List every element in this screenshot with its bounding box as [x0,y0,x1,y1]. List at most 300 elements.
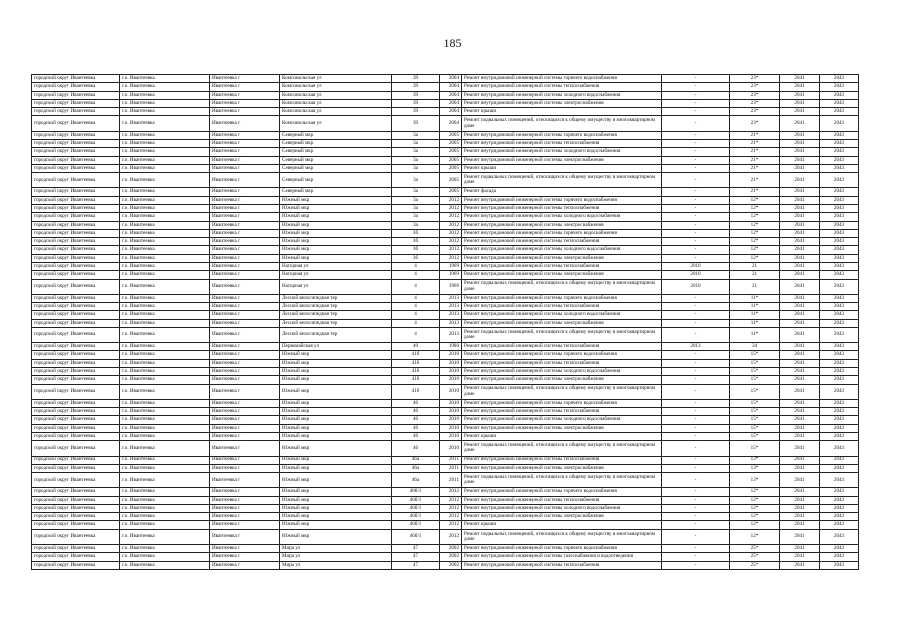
cell-house-number: 39 [392,108,440,116]
cell-locality: Ивантеевка г [210,351,280,359]
cell-work-type: Ремонт внутридомовой инженерной системы теплоснабжения [462,456,662,464]
cell-period-end: 2043 [820,116,859,131]
cell-year-built: 2013 [440,319,462,327]
cell-work-type: Ремонт подвальных помещений, относящихся к общему имуществу в многоквартирном доме [462,279,662,294]
cell-period-start: 2041 [780,303,820,311]
cell-wear-percent: 21* [730,131,780,139]
cell-settlement: г.о. Ивантеевка [120,148,210,156]
cell-year-built: 2010 [440,384,462,399]
cell-settlement: г.о. Ивантеевка [120,553,210,561]
cell-period-end: 2043 [820,544,859,552]
cell-locality: Ивантеевка г [210,173,280,188]
cell-house-number: 46а [392,473,440,488]
cell-last-repair-year: 2010 [662,271,730,279]
cell-period-end: 2043 [820,464,859,472]
cell-settlement: г.о. Ивантеевка [120,473,210,488]
cell-period-start: 2041 [780,399,820,407]
table-row [32,83,859,91]
cell-last-repair-year: - [662,148,730,156]
cell-work-type: Ремонт внутридомовой инженерной системы холодного водоснабжения [462,148,662,156]
cell-period-end: 2043 [820,359,859,367]
cell-year-built: 2012 [440,504,462,512]
cell-wear-percent: 21* [730,188,780,196]
cell-period-end: 2043 [820,416,859,424]
table-row [32,544,859,552]
cell-period-end: 2043 [820,303,859,311]
cell-wear-percent: 12* [730,488,780,496]
cell-wear-percent: 12* [730,254,780,262]
cell-locality: Ивантеевка г [210,376,280,384]
cell-period-start: 2041 [780,408,820,416]
cell-street: Комсомольская ул [280,99,392,107]
cell-last-repair-year: - [662,496,730,504]
cell-street: Мира ул [280,544,392,552]
cell-house-number: 4 [392,279,440,294]
cell-work-type: Ремонт внутридомовой инженерной системы теплоснабжения [462,561,662,569]
cell-last-repair-year: - [662,504,730,512]
cell-last-repair-year: - [662,408,730,416]
cell-locality: Ивантеевка г [210,433,280,441]
cell-last-repair-year: - [662,488,730,496]
cell-municipality: городской округ Ивантеевка [32,221,120,229]
cell-period-end: 2043 [820,246,859,254]
cell-last-repair-year: 2013 [662,343,730,351]
cell-year-built: 2010 [440,399,462,407]
cell-house-number: 3а [392,196,440,204]
cell-locality: Ивантеевка г [210,188,280,196]
cell-house-number: 3а [392,139,440,147]
cell-last-repair-year: - [662,513,730,521]
cell-locality: Ивантеевка г [210,83,280,91]
cell-period-start: 2041 [780,433,820,441]
cell-year-built: 2012 [440,213,462,221]
cell-settlement: г.о. Ивантеевка [120,544,210,552]
cell-house-number: 46б/1 [392,529,440,544]
cell-municipality: городской округ Ивантеевка [32,488,120,496]
cell-municipality: городской округ Ивантеевка [32,441,120,456]
cell-period-start: 2041 [780,513,820,521]
table-row [32,196,859,204]
cell-street: Мира ул [280,561,392,569]
cell-locality: Ивантеевка г [210,561,280,569]
cell-street: Южный мкр [280,441,392,456]
cell-settlement: г.о. Ивантеевка [120,359,210,367]
cell-work-type: Ремонт подвальных помещений, относящихся к общему имуществу в многоквартирном доме [462,384,662,399]
cell-wear-percent: 21* [730,164,780,172]
table-row [32,327,859,342]
cell-municipality: городской округ Ивантеевка [32,213,120,221]
cell-municipality: городской округ Ивантеевка [32,464,120,472]
cell-locality: Ивантеевка г [210,229,280,237]
cell-locality: Ивантеевка г [210,384,280,399]
cell-street: Южный мкр [280,384,392,399]
table-row [32,246,859,254]
cell-municipality: городской округ Ивантеевка [32,311,120,319]
cell-period-start: 2041 [780,504,820,512]
cell-period-start: 2041 [780,343,820,351]
cell-last-repair-year: 2010 [662,263,730,271]
cell-period-start: 2041 [780,376,820,384]
cell-street: Южный мкр [280,416,392,424]
cell-municipality: городской округ Ивантеевка [32,433,120,441]
cell-period-end: 2043 [820,343,859,351]
cell-municipality: городской округ Ивантеевка [32,164,120,172]
cell-work-type: Ремонт подвальных помещений, относящихся к общему имуществу в многоквартирном доме [462,173,662,188]
cell-work-type: Ремонт внутридомовой инженерной системы теплоснабжения [462,238,662,246]
cell-settlement: г.о. Ивантеевка [120,343,210,351]
cell-locality: Ивантеевка г [210,513,280,521]
cell-period-end: 2043 [820,213,859,221]
cell-period-end: 2043 [820,229,859,237]
cell-locality: Ивантеевка г [210,521,280,529]
cell-last-repair-year: - [662,131,730,139]
cell-work-type: Ремонт внутридомовой инженерной системы теплоснабжения [462,496,662,504]
cell-last-repair-year: - [662,368,730,376]
cell-house-number: 39 [392,116,440,131]
cell-work-type: Ремонт внутридомовой инженерной системы электроснабжения [462,464,662,472]
cell-municipality: городской округ Ивантеевка [32,368,120,376]
cell-period-start: 2041 [780,351,820,359]
cell-house-number: 3б [392,229,440,237]
cell-house-number: 46б/1 [392,521,440,529]
cell-settlement: г.о. Ивантеевка [120,279,210,294]
cell-street: Южный мкр [280,204,392,212]
cell-locality: Ивантеевка г [210,263,280,271]
cell-year-built: 1980 [440,343,462,351]
cell-house-number: 4 [392,311,440,319]
cell-work-type: Ремонт внутридомовой инженерной системы горячего водоснабжения [462,399,662,407]
cell-locality: Ивантеевка г [210,139,280,147]
cell-municipality: городской округ Ивантеевка [32,416,120,424]
cell-wear-percent: 15* [730,399,780,407]
cell-work-type: Ремонт подвальных помещений, относящихся к общему имуществу в многоквартирном доме [462,327,662,342]
cell-period-start: 2041 [780,544,820,552]
cell-wear-percent: 15* [730,351,780,359]
cell-period-end: 2043 [820,254,859,262]
cell-house-number: 4 [392,294,440,302]
cell-year-built: 2005 [440,188,462,196]
table-row [32,408,859,416]
cell-municipality: городской округ Ивантеевка [32,131,120,139]
cell-municipality: городской округ Ивантеевка [32,513,120,521]
cell-house-number: 46 [392,433,440,441]
cell-street: Лесной велосипедная тер [280,303,392,311]
cell-street: Южный мкр [280,238,392,246]
cell-period-start: 2041 [780,561,820,569]
cell-street: Южный мкр [280,368,392,376]
cell-year-built: 2005 [440,139,462,147]
cell-locality: Ивантеевка г [210,408,280,416]
table-row [32,148,859,156]
cell-period-start: 2041 [780,359,820,367]
cell-settlement: г.о. Ивантеевка [120,424,210,432]
cell-wear-percent: 25* [730,561,780,569]
cell-locality: Ивантеевка г [210,131,280,139]
cell-locality: Ивантеевка г [210,294,280,302]
table-row [32,441,859,456]
table-row [32,424,859,432]
cell-wear-percent: 21* [730,148,780,156]
cell-work-type: Ремонт крыши [462,164,662,172]
cell-locality: Ивантеевка г [210,156,280,164]
cell-period-start: 2041 [780,254,820,262]
cell-street: Комсомольская ул [280,91,392,99]
cell-work-type: Ремонт внутридомовой инженерной системы холодного водоснабжения [462,504,662,512]
cell-year-built: 2010 [440,433,462,441]
table-row [32,504,859,512]
cell-house-number: 46б/1 [392,488,440,496]
cell-locality: Ивантеевка г [210,221,280,229]
cell-period-end: 2043 [820,271,859,279]
cell-settlement: г.о. Ивантеевка [120,376,210,384]
cell-street: Лесной велосипедная тер [280,294,392,302]
cell-period-start: 2041 [780,108,820,116]
cell-period-end: 2043 [820,496,859,504]
cell-municipality: городской округ Ивантеевка [32,116,120,131]
cell-period-end: 2043 [820,204,859,212]
cell-locality: Ивантеевка г [210,108,280,116]
cell-year-built: 2005 [440,148,462,156]
cell-period-start: 2041 [780,246,820,254]
cell-house-number: 40 [392,343,440,351]
cell-settlement: г.о. Ивантеевка [120,213,210,221]
cell-period-start: 2041 [780,75,820,83]
cell-municipality: городской округ Ивантеевка [32,279,120,294]
cell-work-type: Ремонт внутридомовой инженерной системы электроснабжения [462,156,662,164]
cell-locality: Ивантеевка г [210,456,280,464]
cell-year-built: 2004 [440,99,462,107]
cell-work-type: Ремонт внутридомовой инженерной системы электроснабжения [462,376,662,384]
cell-work-type: Ремонт внутридомовой инженерной системы электроснабжения [462,254,662,262]
cell-settlement: г.о. Ивантеевка [120,164,210,172]
cell-work-type: Ремонт внутридомовой инженерной системы горячего водоснабжения [462,294,662,302]
cell-last-repair-year: - [662,521,730,529]
cell-locality: Ивантеевка г [210,504,280,512]
cell-house-number: 3а [392,221,440,229]
cell-year-built: 2013 [440,294,462,302]
cell-last-repair-year: - [662,156,730,164]
cell-last-repair-year: - [662,204,730,212]
table-row [32,75,859,83]
cell-work-type: Ремонт внутридомовой инженерной системы электроснабжения [462,513,662,521]
cell-wear-percent: 12* [730,504,780,512]
cell-settlement: г.о. Ивантеевка [120,311,210,319]
table-row [32,399,859,407]
table-row [32,351,859,359]
cell-last-repair-year: - [662,196,730,204]
table-row [32,131,859,139]
cell-work-type: Ремонт внутридомовой инженерной системы горячего водоснабжения [462,488,662,496]
cell-house-number: 4 [392,319,440,327]
cell-period-end: 2043 [820,504,859,512]
cell-house-number: 46б/1 [392,513,440,521]
cell-period-start: 2041 [780,131,820,139]
cell-locality: Ивантеевка г [210,359,280,367]
cell-wear-percent: 23* [730,75,780,83]
cell-year-built: 2012 [440,196,462,204]
cell-street: Южный мкр [280,376,392,384]
cell-locality: Ивантеевка г [210,529,280,544]
cell-last-repair-year: - [662,139,730,147]
cell-work-type: Ремонт внутридомовой инженерной системы электроснабжения [462,319,662,327]
cell-year-built: 2012 [440,238,462,246]
cell-last-repair-year: - [662,561,730,569]
cell-locality: Ивантеевка г [210,488,280,496]
cell-period-start: 2041 [780,473,820,488]
cell-locality: Ивантеевка г [210,416,280,424]
cell-municipality: городской округ Ивантеевка [32,327,120,342]
cell-house-number: 3б [392,246,440,254]
cell-work-type: Ремонт внутридомовой инженерной системы холодного водоснабжения [462,368,662,376]
cell-street: Южный мкр [280,521,392,529]
cell-house-number: 46 [392,416,440,424]
cell-period-end: 2043 [820,108,859,116]
cell-year-built: 2010 [440,359,462,367]
cell-year-built: 2011 [440,456,462,464]
cell-wear-percent: 11* [730,294,780,302]
cell-year-built: 2012 [440,246,462,254]
cell-wear-percent: 13* [730,456,780,464]
cell-period-end: 2043 [820,513,859,521]
cell-street: Мира ул [280,553,392,561]
cell-municipality: городской округ Ивантеевка [32,303,120,311]
cell-locality: Ивантеевка г [210,204,280,212]
cell-house-number: 39 [392,91,440,99]
cell-wear-percent: 23* [730,99,780,107]
cell-wear-percent: 25* [730,553,780,561]
table-row [32,343,859,351]
cell-period-end: 2043 [820,433,859,441]
table-row [32,496,859,504]
cell-municipality: городской округ Ивантеевка [32,91,120,99]
cell-period-start: 2041 [780,116,820,131]
cell-municipality: городской округ Ивантеевка [32,83,120,91]
cell-street: Южный мкр [280,464,392,472]
cell-wear-percent: 13* [730,464,780,472]
cell-street: Северный мкр [280,131,392,139]
cell-house-number: 3а [392,204,440,212]
cell-period-end: 2043 [820,319,859,327]
cell-settlement: г.о. Ивантеевка [120,116,210,131]
cell-work-type: Ремонт внутридомовой инженерной системы горячего водоснабжения [462,229,662,237]
cell-locality: Ивантеевка г [210,196,280,204]
cell-street: Южный мкр [280,488,392,496]
cell-street: Южный мкр [280,359,392,367]
cell-street: Южный мкр [280,504,392,512]
table-row [32,416,859,424]
cell-street: Южный мкр [280,473,392,488]
cell-last-repair-year: - [662,108,730,116]
cell-house-number: 3а [392,131,440,139]
cell-year-built: 2005 [440,164,462,172]
cell-period-start: 2041 [780,319,820,327]
cell-period-start: 2041 [780,188,820,196]
cell-locality: Ивантеевка г [210,254,280,262]
cell-period-start: 2041 [780,529,820,544]
cell-house-number: 3а [392,213,440,221]
cell-last-repair-year: - [662,416,730,424]
table-row [32,156,859,164]
cell-municipality: городской округ Ивантеевка [32,271,120,279]
cell-work-type: Ремонт внутридомовой инженерной системы теплоснабжения [462,263,662,271]
table-row [32,139,859,147]
cell-settlement: г.о. Ивантеевка [120,464,210,472]
cell-locality: Ивантеевка г [210,91,280,99]
cell-year-built: 2012 [440,529,462,544]
cell-year-built: 2002 [440,561,462,569]
cell-work-type: Ремонт крыши [462,521,662,529]
cell-period-end: 2043 [820,294,859,302]
table-row [32,384,859,399]
cell-work-type: Ремонт крыши [462,108,662,116]
cell-period-end: 2043 [820,148,859,156]
cell-settlement: г.о. Ивантеевка [120,399,210,407]
cell-period-end: 2043 [820,408,859,416]
cell-municipality: городской округ Ивантеевка [32,99,120,107]
cell-street: Южный мкр [280,254,392,262]
cell-last-repair-year: - [662,456,730,464]
cell-period-end: 2043 [820,529,859,544]
cell-wear-percent: 15* [730,368,780,376]
cell-period-end: 2043 [820,221,859,229]
cell-work-type: Ремонт внутридомовой инженерной системы электроснабжения [462,271,662,279]
cell-wear-percent: 15* [730,359,780,367]
table-row [32,254,859,262]
cell-work-type: Ремонт внутридомовой инженерной системы теплоснабжения [462,359,662,367]
cell-work-type: Ремонт внутридомовой инженерной системы теплоснабжения [462,408,662,416]
cell-period-start: 2041 [780,496,820,504]
cell-year-built: 2005 [440,156,462,164]
cell-last-repair-year: - [662,384,730,399]
table-row [32,91,859,99]
cell-period-start: 2041 [780,488,820,496]
cell-settlement: г.о. Ивантеевка [120,196,210,204]
cell-last-repair-year: - [662,359,730,367]
cell-settlement: г.о. Ивантеевка [120,254,210,262]
cell-municipality: городской округ Ивантеевка [32,399,120,407]
cell-period-start: 2041 [780,148,820,156]
cell-settlement: г.о. Ивантеевка [120,496,210,504]
cell-period-end: 2043 [820,196,859,204]
cell-house-number: 46б/1 [392,504,440,512]
table-row [32,319,859,327]
cell-period-end: 2043 [820,473,859,488]
cell-work-type: Ремонт внутридомовой инженерной системы теплоснабжения [462,343,662,351]
cell-work-type: Ремонт внутридомовой инженерной системы холодного водоснабжения [462,246,662,254]
cell-settlement: г.о. Ивантеевка [120,513,210,521]
cell-municipality: городской округ Ивантеевка [32,173,120,188]
table-row [32,99,859,107]
cell-wear-percent: 12* [730,238,780,246]
cell-last-repair-year: - [662,164,730,172]
cell-settlement: г.о. Ивантеевка [120,246,210,254]
cell-wear-percent: 15* [730,408,780,416]
cell-settlement: г.о. Ивантеевка [120,351,210,359]
cell-wear-percent: 15* [730,441,780,456]
table-row [32,294,859,302]
cell-settlement: г.о. Ивантеевка [120,139,210,147]
cell-settlement: г.о. Ивантеевка [120,488,210,496]
cell-settlement: г.о. Ивантеевка [120,131,210,139]
cell-period-end: 2043 [820,456,859,464]
cell-locality: Ивантеевка г [210,464,280,472]
cell-wear-percent: 12* [730,529,780,544]
cell-period-start: 2041 [780,416,820,424]
cell-period-end: 2043 [820,238,859,246]
cell-house-number: 41б [392,384,440,399]
cell-last-repair-year: - [662,553,730,561]
cell-year-built: 2012 [440,488,462,496]
